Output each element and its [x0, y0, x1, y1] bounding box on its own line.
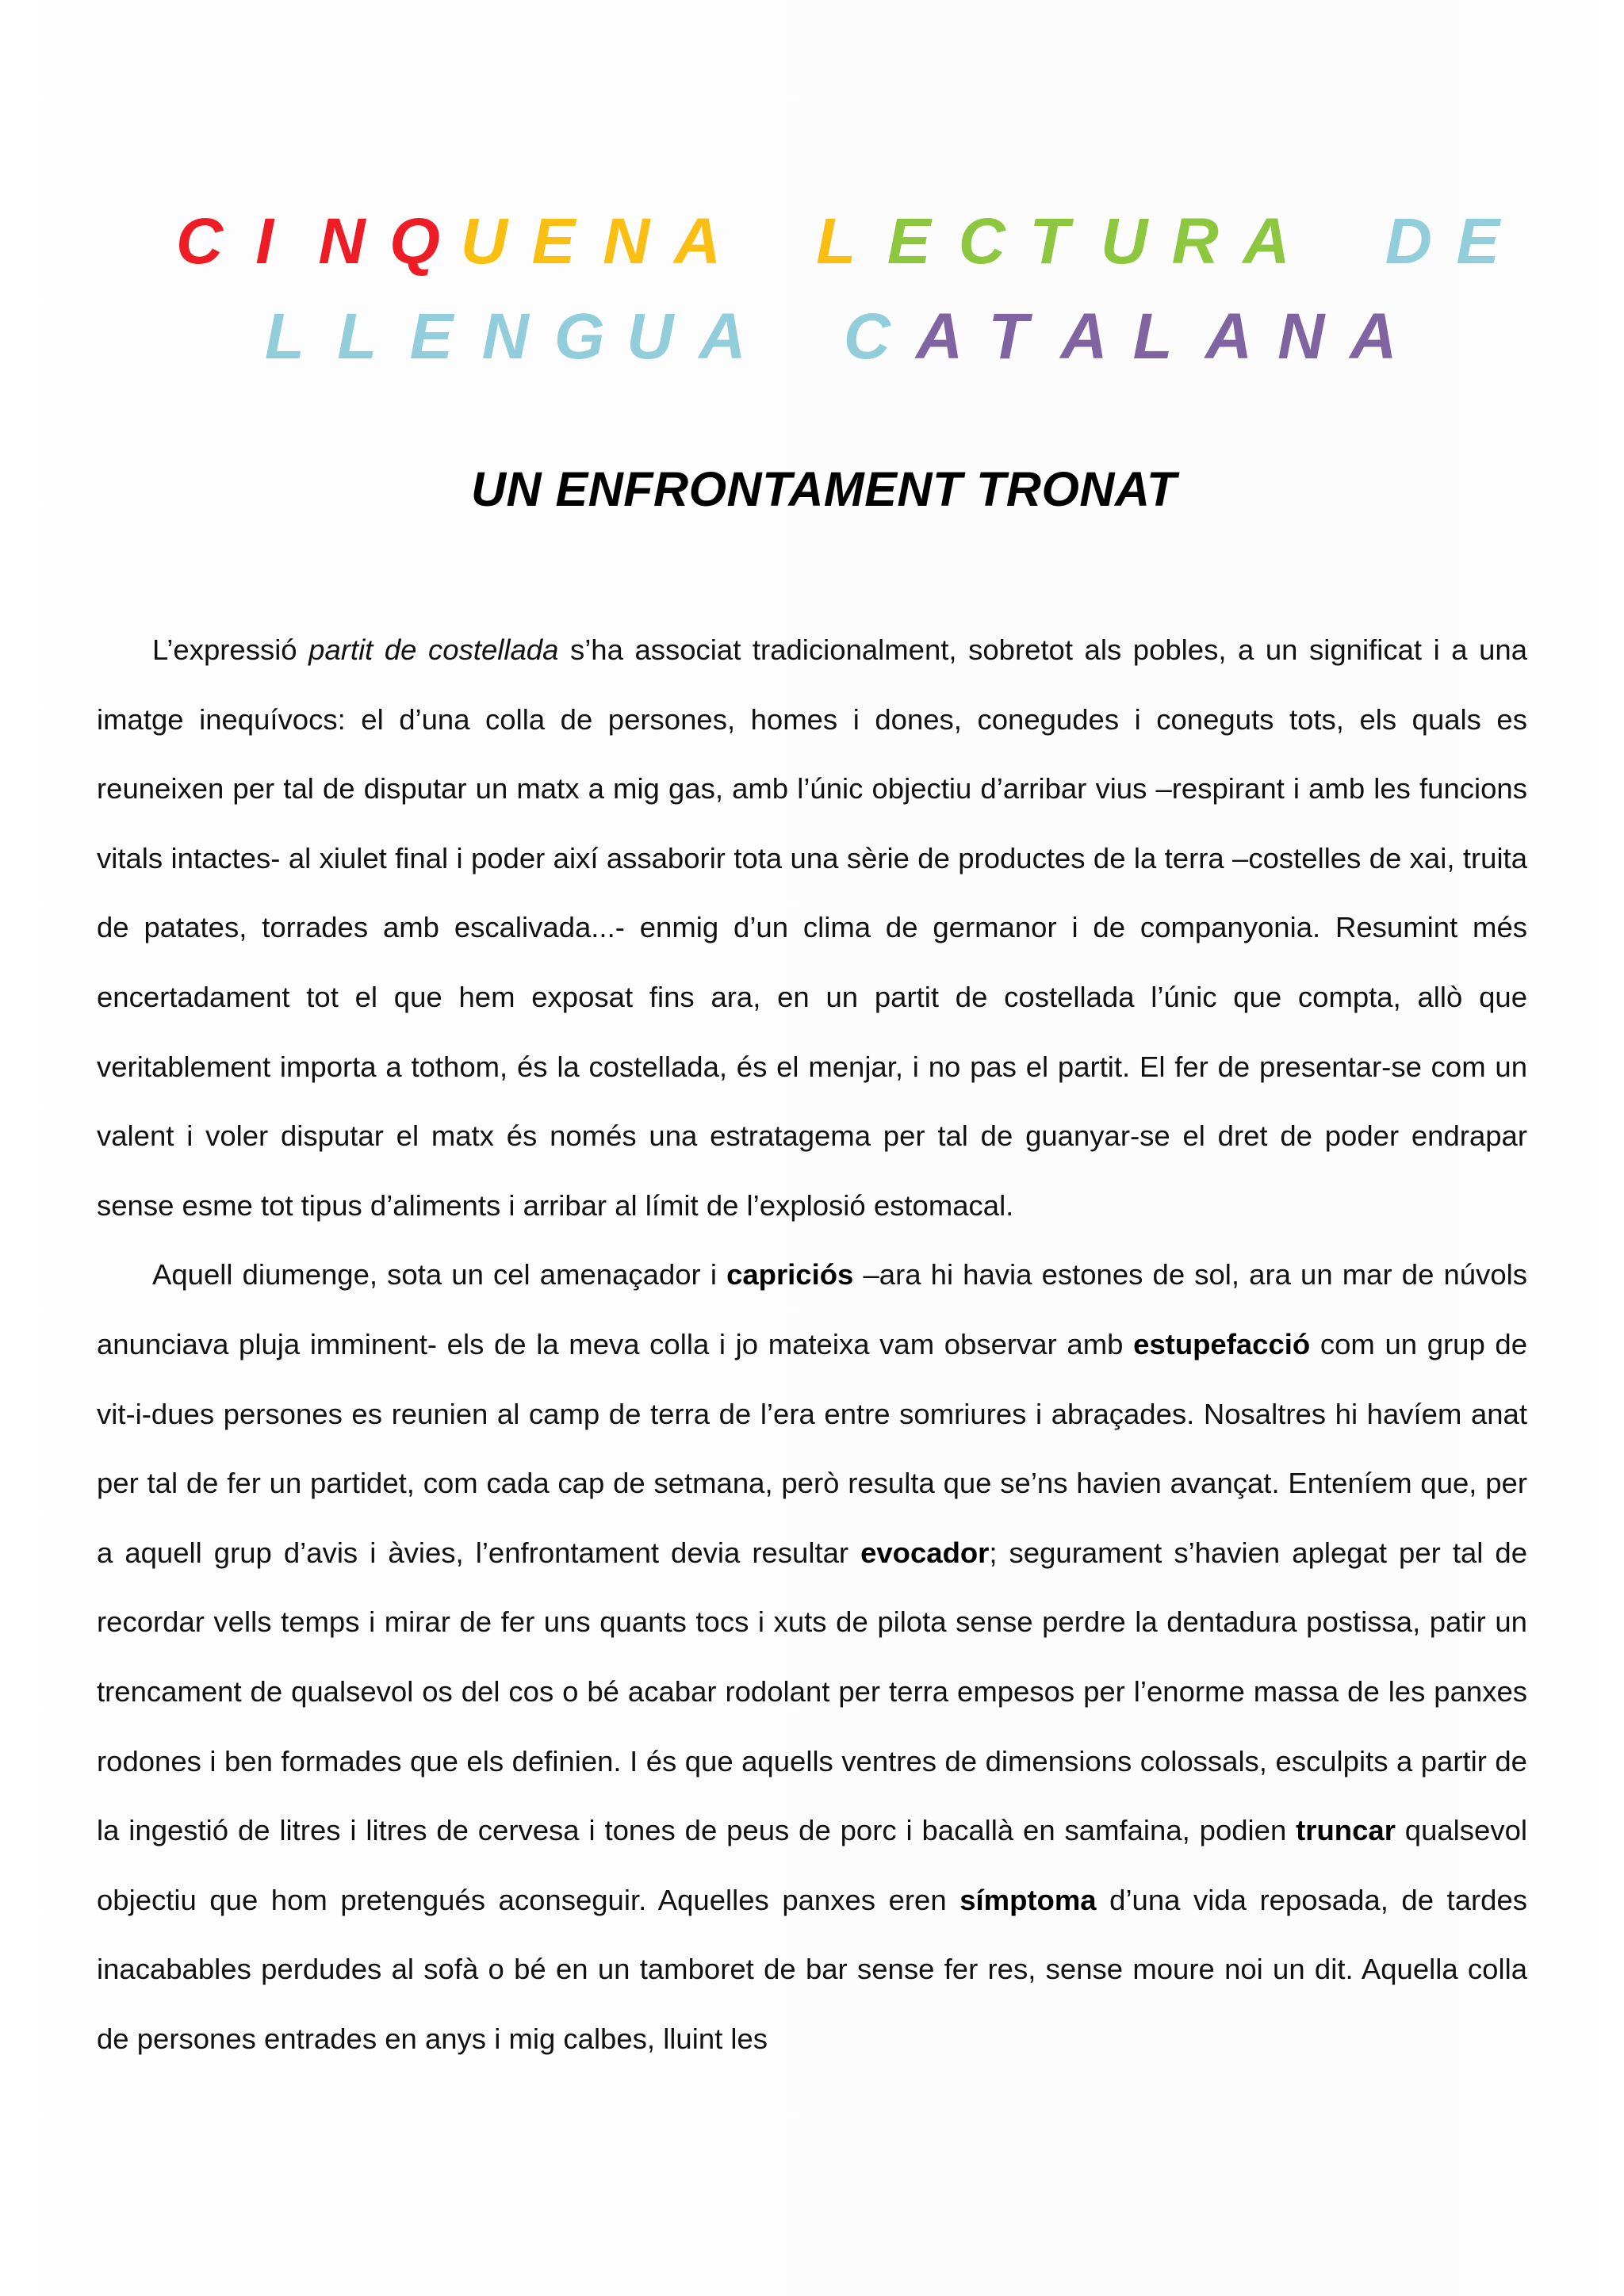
heading-letter: A	[915, 300, 964, 373]
heading-letter: C	[176, 205, 224, 277]
paragraph	[97, 615, 1527, 1240]
heading-letter: L	[265, 300, 306, 373]
heading-letter: E	[1456, 205, 1501, 277]
heading-letter: D	[1385, 205, 1434, 277]
heading-letter: I	[255, 205, 275, 277]
heading-letter: E	[531, 205, 576, 277]
heading-letter: L	[337, 300, 378, 373]
heading-letter: G	[553, 300, 607, 373]
heading-letter: E	[887, 205, 933, 277]
heading-letter: Q	[389, 205, 442, 277]
heading-letter: A	[1243, 205, 1292, 277]
heading-letter: N	[1277, 300, 1326, 373]
paragraph-text: qualsevol objectiu que hom pretengués aconseguir. Aquelles panxes eren	[97, 1814, 1528, 1916]
heading-line-1	[176, 205, 1501, 279]
heading-letter: N	[481, 300, 530, 373]
paragraph-text: L’expressió	[152, 633, 309, 666]
italic-term: partit de costellada	[308, 633, 559, 666]
bold-term: símptoma	[959, 1883, 1097, 1916]
paragraph-text: com un grup de vit-i-dues persones es reunien al camp de terra de l’era entre somriures i abraçades. Nosaltres hi havíem anat per tal de fer un partidet, com cada cap de setmana, però resulta que se’ns havien avançat. Enteníem que, per a aquell grup d’avis i àvies, l’enfrontament devia resultar	[97, 1327, 1527, 1569]
heading-letter: L	[816, 205, 857, 277]
paragraph-text: d’una vida reposada, de tardes inacabables perdudes al sofà o bé en un tamboret de bar sense fer res, sense moure noi un dit. Aquella colla de persones entrades en anys i mig calbes, lluint les	[97, 1883, 1527, 2055]
reading-title: UN ENFRONTAMENT TRONAT	[471, 462, 1177, 516]
heading-letter: A	[1060, 300, 1109, 373]
bold-term: capriciós	[726, 1258, 854, 1292]
heading-letter: R	[1171, 205, 1220, 277]
heading-letter: A	[1205, 300, 1254, 373]
bold-term: evocador	[860, 1536, 990, 1569]
paragraph-text: –ara hi havia estones de sol, ara un mar de núvols anunciava pluja imminent- els de la meva colla i jo mateixa vam observar amb	[97, 1258, 1527, 1360]
paragraph	[97, 1240, 1527, 2073]
heading-letter: T	[988, 300, 1029, 373]
bold-term: estupefacció	[1133, 1327, 1311, 1360]
heading-letter: C	[958, 205, 1007, 277]
heading-letter: U	[1100, 205, 1149, 277]
heading-letter: A	[1350, 300, 1399, 373]
heading-letter: U	[626, 300, 675, 373]
reading-body	[97, 615, 1527, 2073]
heading-space	[1314, 205, 1350, 279]
heading-space	[772, 300, 808, 374]
heading-letter: C	[843, 300, 892, 373]
heading-letter: U	[460, 205, 509, 277]
paragraph-text: s’ha associat tradicionalment, sobretot als pobles, a un significat i a una imatge inequívocs: el d’una colla de persones, homes i dones, conegudes i coneguts tots, els quals es reuneixen per tal de disputar un matx a mig gas, amb l’únic objectiu d’arribar vius –respirant i amb les funcions vitals intactes- al xiulet final i poder així assaborir tota una sèrie de productes de la terra –costelles de xai, truita de patates, torrades amb escalivada...- enmig d’un clima de germanor i de companyonia. Resumint més encertadament tot el que hem exposat fins ara, en un partit de costellada l’únic que compta, allò que veritablement importa a tothom, és la costellada, és el menjar, i no pas el partit. El fer de presentar-se com un valent i voler disputar el matx és només una estratagema per tal de guanyar-se el dret de poder endrapar sense esme tot tipus d’aliments i arribar al límit de l’explosió estomacal.	[97, 633, 1528, 1222]
bold-term: truncar	[1296, 1814, 1396, 1847]
heading-letter: N	[603, 205, 651, 277]
heading-line-2	[265, 300, 1399, 374]
heading-letter: N	[318, 205, 367, 277]
heading-letter: E	[409, 300, 454, 373]
heading-space	[745, 205, 782, 279]
paragraph-text: ; segurament s’havien aplegat per tal de recordar vells temps i mirar de fer uns quants tocs i xuts de pilota sense perdre la dentadura postissa, patir un trencament de qualsevol os del cos o bé acabar rodolant per terra empesos per l’enorme massa de les panxes rodones i ben formades que els definien. I és que aquells ventres de dimensions colossals, esculpits a partir de la ingestió de litres i litres de cervesa i tones de peus de porc i bacallà en samfaina, podien	[97, 1536, 1528, 1847]
heading-letter: L	[1132, 300, 1174, 373]
heading-letter: A	[699, 300, 748, 373]
heading-letter: A	[673, 205, 722, 277]
paragraph-text: Aquell diumenge, sota un cel amenaçador i	[152, 1258, 727, 1292]
heading-letter: T	[1029, 205, 1071, 277]
